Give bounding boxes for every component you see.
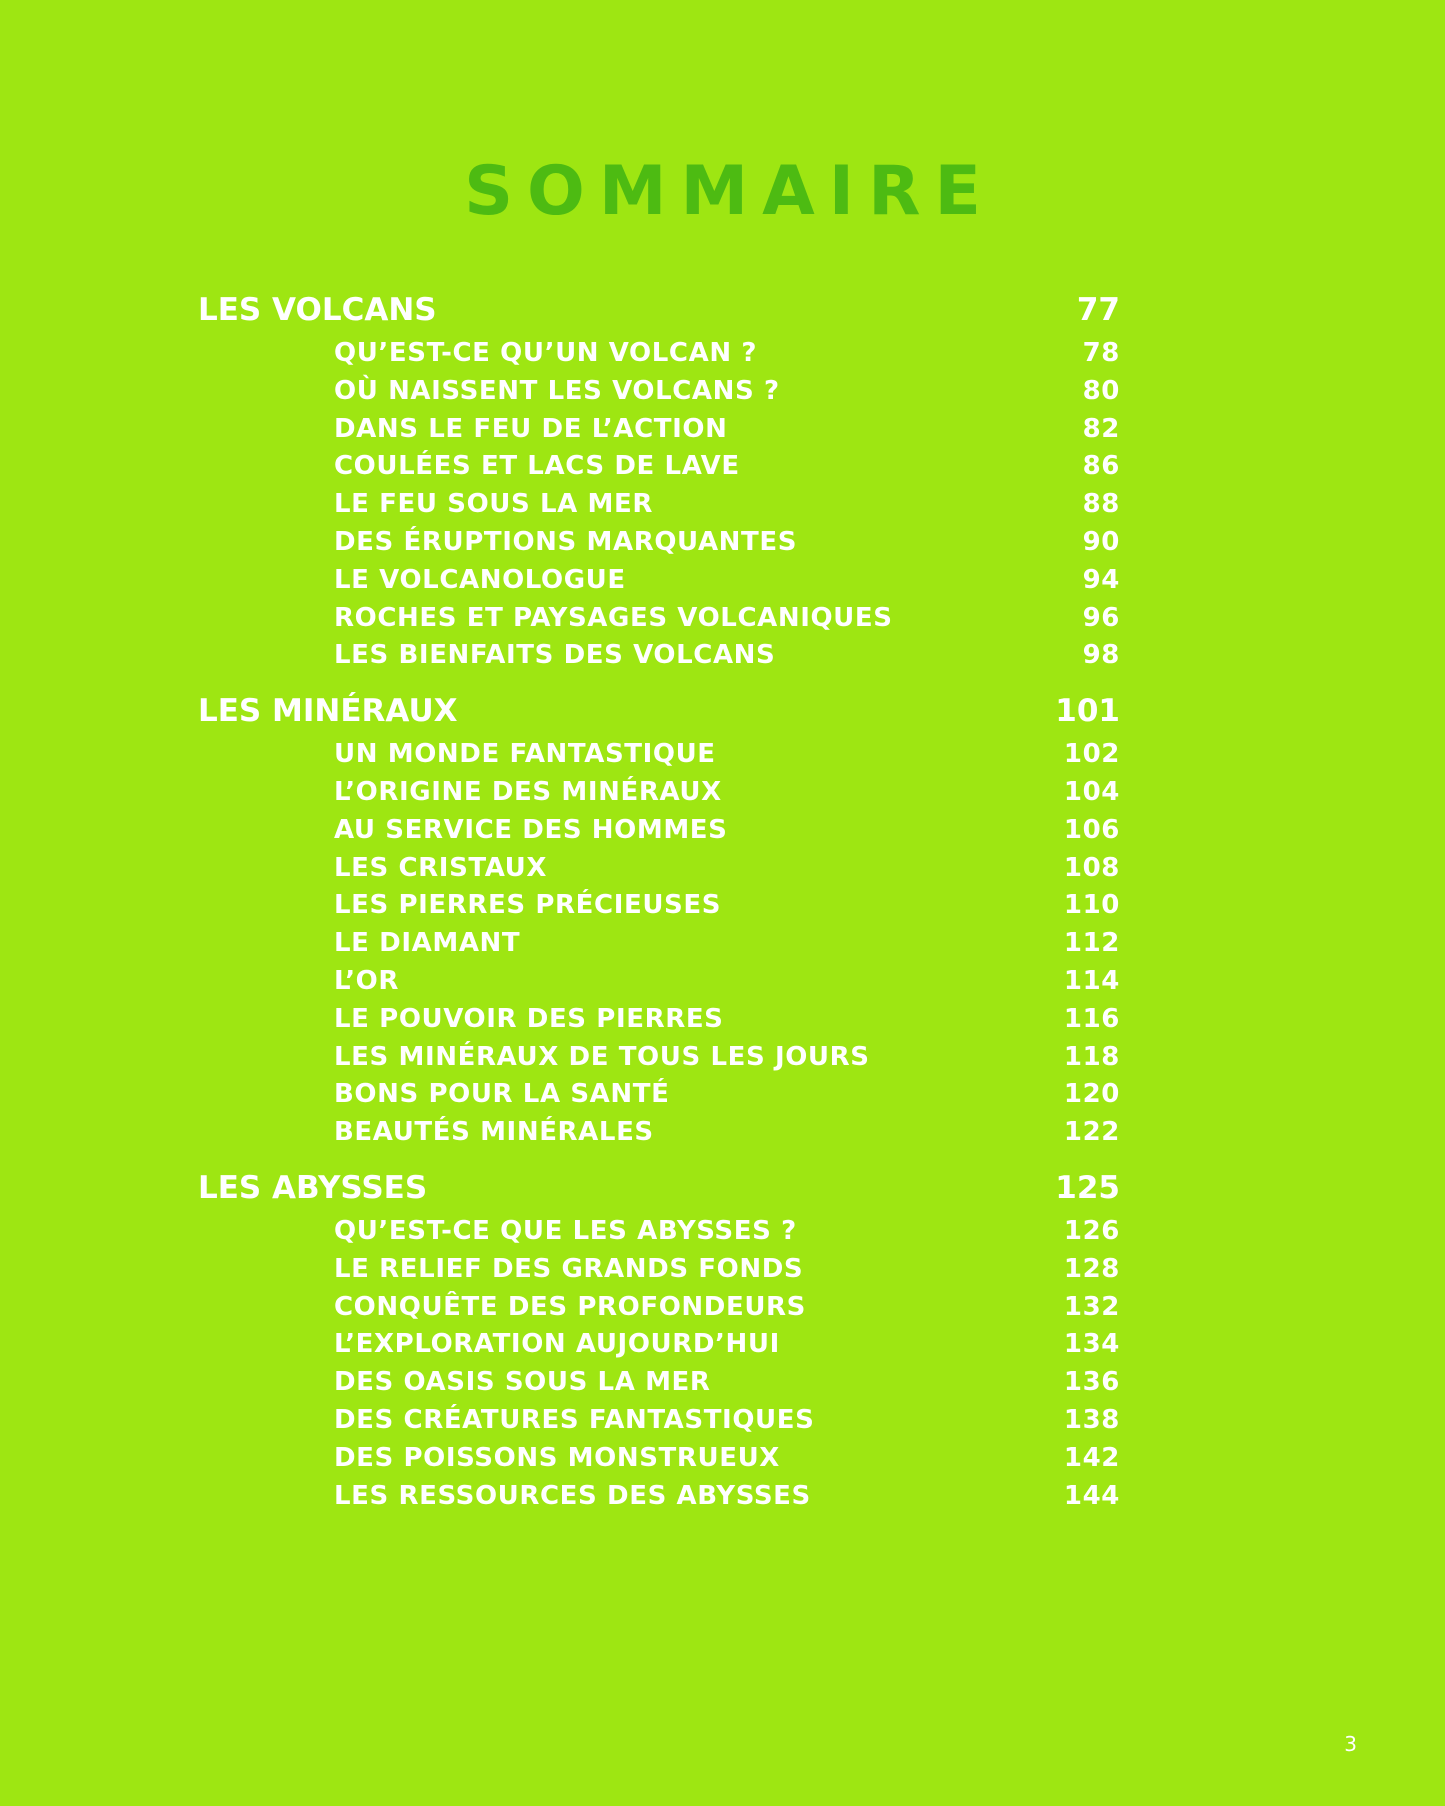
entry-title: AU SERVICE DES HOMMES [334, 814, 728, 845]
toc-entry[interactable] [198, 448, 1120, 486]
toc-entry[interactable] [198, 1440, 1120, 1478]
section-page-number: 101 [1055, 693, 1120, 730]
toc-entry[interactable] [198, 1289, 1120, 1327]
entry-title: LES CRISTAUX [334, 852, 548, 883]
entry-title: OÙ NAISSENT LES VOLCANS ? [334, 375, 780, 406]
entry-page-number: 108 [1063, 852, 1120, 883]
entry-title: DES ÉRUPTIONS MARQUANTES [334, 526, 798, 557]
entry-title: LE RELIEF DES GRANDS FONDS [334, 1253, 804, 1284]
entry-title: LES BIENFAITS DES VOLCANS [334, 640, 776, 671]
entry-page-number: 112 [1063, 928, 1120, 959]
entry-title: LE DIAMANT [334, 928, 521, 959]
toc-section-volcans [198, 288, 1120, 675]
toc-entry[interactable] [198, 1213, 1120, 1251]
entry-title: QU’EST-CE QUE LES ABYSSES ? [334, 1215, 797, 1246]
entry-title: DES CRÉATURES FANTASTIQUES [334, 1404, 815, 1435]
toc-entry[interactable] [198, 637, 1120, 675]
section-page-number: 125 [1055, 1169, 1120, 1206]
entry-title: BEAUTÉS MINÉRALES [334, 1117, 654, 1148]
entry-page-number: 110 [1063, 890, 1120, 921]
entry-title: LE POUVOIR DES PIERRES [334, 1003, 724, 1034]
section-heading[interactable] [198, 1166, 1120, 1210]
page-number: 3 [1344, 1732, 1357, 1756]
toc-entry[interactable] [198, 411, 1120, 449]
toc-entry[interactable] [198, 562, 1120, 600]
entry-page-number: 132 [1063, 1291, 1120, 1322]
entry-title: ROCHES ET PAYSAGES VOLCANIQUES [334, 602, 893, 633]
section-title: LES MINÉRAUX [198, 693, 458, 730]
toc-entry[interactable] [198, 1251, 1120, 1289]
section-heading[interactable] [198, 288, 1120, 332]
entry-title: QU’EST-CE QU’UN VOLCAN ? [334, 338, 758, 368]
toc-entry[interactable] [198, 850, 1120, 888]
entry-page-number: 88 [1082, 489, 1120, 520]
entry-title: COULÉES ET LACS DE LAVE [334, 451, 740, 482]
entry-page-number: 94 [1082, 564, 1120, 595]
entry-page-number: 126 [1063, 1215, 1120, 1246]
entry-title: L’ORIGINE DES MINÉRAUX [334, 776, 722, 807]
toc-entry[interactable] [198, 373, 1120, 411]
entry-title: CONQUÊTE DES PROFONDEURS [334, 1291, 806, 1322]
entry-page-number: 106 [1063, 814, 1120, 845]
entry-title: LES MINÉRAUX DE TOUS LES JOURS [334, 1041, 870, 1072]
section-title: LES ABYSSES [198, 1169, 428, 1206]
entry-title: LES PIERRES PRÉCIEUSES [334, 890, 722, 921]
toc-entry[interactable] [198, 1478, 1120, 1516]
entry-page-number: 116 [1063, 1003, 1120, 1034]
entry-title: L’OR [334, 965, 399, 996]
entry-page-number: 104 [1063, 776, 1120, 807]
toc-entry[interactable] [198, 774, 1120, 812]
entry-page-number: 120 [1063, 1079, 1120, 1110]
toc-entry[interactable] [198, 1114, 1120, 1152]
table-of-contents [198, 288, 1120, 1515]
entry-page-number: 86 [1082, 451, 1120, 482]
entry-title: LE FEU SOUS LA MER [334, 489, 653, 520]
toc-entry[interactable] [198, 1039, 1120, 1077]
toc-entry[interactable] [198, 600, 1120, 638]
entry-title: L’EXPLORATION AUJOURD’HUI [334, 1329, 780, 1360]
toc-section-mineraux [198, 689, 1120, 1152]
toc-entry[interactable] [198, 963, 1120, 1001]
entry-page-number: 138 [1063, 1404, 1120, 1435]
entry-page-number: 122 [1063, 1117, 1120, 1148]
toc-entry[interactable] [198, 1001, 1120, 1039]
entry-title: UN MONDE FANTASTIQUE [334, 739, 716, 770]
entry-title: DES POISSONS MONSTRUEUX [334, 1442, 780, 1473]
toc-entry[interactable] [198, 1326, 1120, 1364]
page-title: SOMMAIRE [464, 152, 995, 231]
toc-entry[interactable] [198, 812, 1120, 850]
entry-page-number: 142 [1063, 1442, 1120, 1473]
toc-entry[interactable] [198, 1076, 1120, 1114]
toc-entry[interactable] [198, 1364, 1120, 1402]
entry-page-number: 102 [1063, 739, 1120, 770]
toc-entry[interactable] [198, 524, 1120, 562]
entry-title: LE VOLCANOLOGUE [334, 564, 626, 595]
entry-page-number: 128 [1063, 1253, 1120, 1284]
toc-entry[interactable] [198, 736, 1120, 774]
entry-title: DANS LE FEU DE L’ACTION [334, 413, 728, 444]
section-page-number: 77 [1076, 292, 1120, 328]
entry-title: DES OASIS SOUS LA MER [334, 1367, 711, 1398]
section-heading[interactable] [198, 689, 1120, 733]
entry-page-number: 114 [1063, 965, 1120, 996]
entry-page-number: 144 [1063, 1480, 1120, 1511]
toc-entry[interactable] [198, 925, 1120, 963]
entry-page-number: 80 [1082, 375, 1120, 406]
entry-page-number: 134 [1063, 1329, 1120, 1360]
toc-section-abysses [198, 1166, 1120, 1515]
entry-page-number: 136 [1063, 1367, 1120, 1398]
entry-title: BONS POUR LA SANTÉ [334, 1079, 670, 1110]
entry-page-number: 78 [1082, 338, 1120, 368]
entry-title: LES RESSOURCES DES ABYSSES [334, 1480, 811, 1511]
toc-entry[interactable] [198, 1402, 1120, 1440]
entry-page-number: 96 [1082, 602, 1120, 633]
entry-page-number: 118 [1063, 1041, 1120, 1072]
entry-page-number: 98 [1082, 640, 1120, 671]
toc-entry[interactable] [198, 887, 1120, 925]
toc-entry[interactable] [198, 335, 1120, 373]
entry-page-number: 82 [1082, 413, 1120, 444]
entry-page-number: 90 [1082, 526, 1120, 557]
toc-entry[interactable] [198, 486, 1120, 524]
section-title: LES VOLCANS [198, 292, 437, 328]
